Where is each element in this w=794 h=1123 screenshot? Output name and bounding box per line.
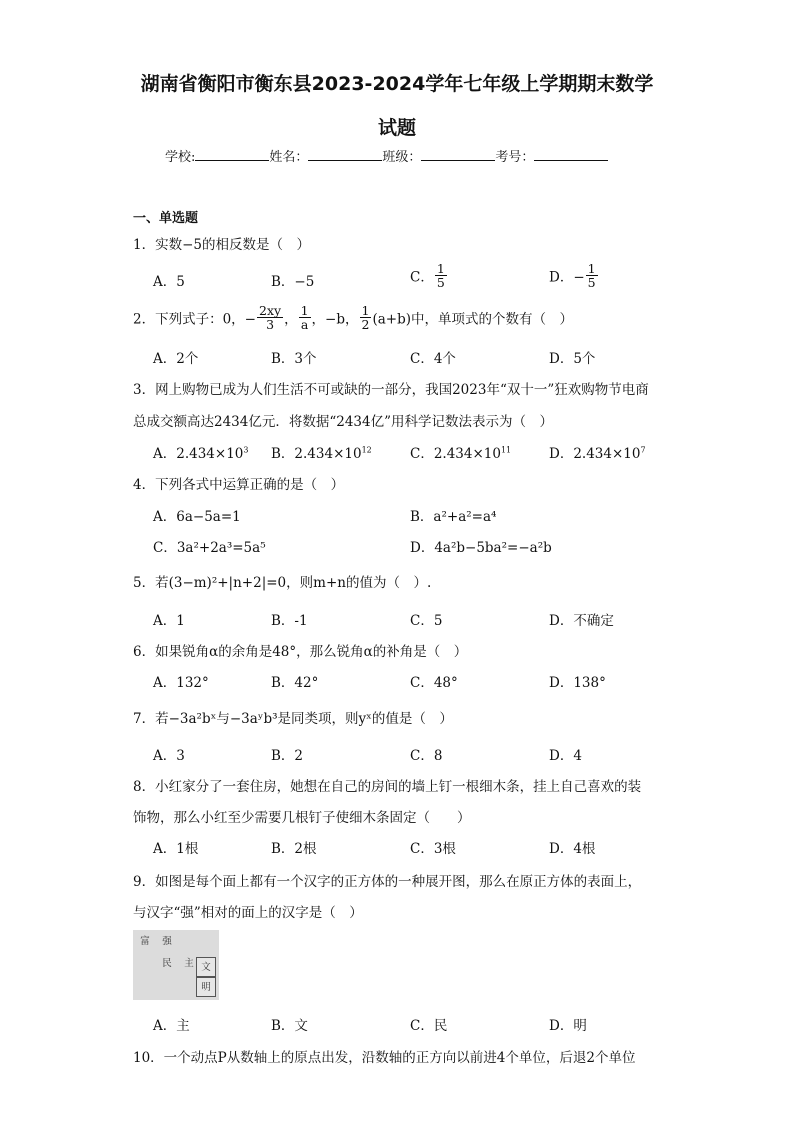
question-8-line-1: 8．小红家分了一套住房，她想在自己的房间的墙上钉一根细木条，挂上自己喜欢的装 — [133, 779, 642, 795]
school-blank[interactable] — [195, 147, 269, 161]
question-8-option-b[interactable]: B．2根 — [271, 841, 317, 857]
number-blank[interactable] — [534, 147, 608, 161]
question-2-option-d[interactable]: D．5个 — [549, 351, 596, 367]
question-4-option-d[interactable]: D．4a²b−5ba²=−a²b — [410, 540, 552, 556]
question-9-option-c[interactable]: C．民 — [410, 1018, 448, 1034]
question-1-option-a[interactable]: A．5 — [153, 274, 185, 290]
name-label: 姓名： — [269, 150, 309, 165]
question-8-option-d[interactable]: D．4根 — [549, 841, 596, 857]
name-blank[interactable] — [308, 147, 382, 161]
question-8-line-2: 饰物，那么小红至少需要几根钉子使细木条固定（ ） — [133, 810, 471, 826]
question-7-option-c[interactable]: C．8 — [410, 748, 443, 764]
question-1-option-c[interactable] — [410, 262, 448, 289]
question-1-option-c-fraction: $\frac{1}{5}$ — [436, 261, 445, 291]
question-3-line-1: 3．网上购物已成为人们生活不可或缺的一部分，我国2023年“双十一”狂欢购物节电商 — [133, 382, 649, 398]
question-9-option-d[interactable]: D．明 — [549, 1018, 587, 1034]
number-label: 考号： — [495, 150, 535, 165]
question-3-option-d[interactable]: D．$2.434\times 10^7$ — [549, 445, 646, 462]
question-2-option-a[interactable]: A．2个 — [153, 351, 199, 367]
question-4-option-c[interactable]: C．3a²+2a³=5a⁵ — [153, 540, 266, 556]
question-7-option-a[interactable]: A．3 — [153, 748, 185, 764]
question-3-option-b[interactable]: B．$2.434\times 10^{12}$ — [271, 445, 372, 462]
question-9-option-a[interactable]: A．主 — [153, 1018, 190, 1034]
question-1-option-d-fraction: $\frac{1}{5}$ — [587, 261, 596, 291]
question-3-option-a[interactable]: A．$2.434\times 10^3$ — [153, 445, 249, 462]
school-label: 学校: — [165, 150, 196, 165]
question-9-line-2: 与汉字“强”相对的面上的汉字是（ ） — [133, 905, 363, 921]
question-10-line-1: 10．一个动点P从数轴上的原点出发，沿数轴的正方向以前进4个单位，后退2个单位 — [133, 1050, 636, 1066]
section-heading: 一、单选题 — [133, 211, 199, 226]
question-2-stem: 2．下列式子：0，− $\frac{2xy}{3}$ ， $\frac{1}{a}$ ，−b， $\frac{1}{2}$ (a+b)中，单项式的个数有（ ） — [133, 303, 573, 333]
exam-title-line2: 试题 — [377, 117, 416, 139]
class-label: 班级： — [382, 150, 422, 165]
cube-net-face: 民 — [162, 958, 172, 969]
question-1-option-d-prefix: D．− — [549, 269, 585, 286]
cube-net-face: 主 — [184, 958, 194, 969]
question-9-line-1: 9．如图是每个面上都有一个汉字的正方体的一种展开图，那么在原正方体的表面上， — [133, 874, 642, 890]
question-2-fraction-2: $\frac{1}{a}$ — [300, 303, 309, 333]
cube-net-face: 明 — [196, 977, 216, 997]
question-2-option-b[interactable]: B．3个 — [271, 351, 317, 367]
question-5-option-b[interactable]: B．-1 — [271, 613, 308, 629]
student-info-row — [165, 146, 608, 165]
question-1-option-c-prefix: C． — [410, 269, 434, 286]
question-5-stem: 5．若(3−m)²+|n+2|=0，则m+n的值为（ ）. — [133, 575, 432, 591]
question-2-option-c[interactable]: C．4个 — [410, 351, 456, 367]
question-6-option-d[interactable]: D．138° — [549, 675, 606, 691]
question-4-option-a[interactable]: A．6a−5a=1 — [153, 509, 241, 525]
question-6-option-a[interactable]: A．132° — [153, 675, 209, 691]
question-7-option-b[interactable]: B．2 — [271, 748, 304, 764]
question-5-option-a[interactable]: A．1 — [153, 613, 185, 629]
question-6-option-b[interactable]: B．42° — [271, 675, 319, 691]
question-3-line-2: 总成交额高达2434亿元．将数据“2434亿”用科学记数法表示为（ ） — [133, 414, 554, 430]
cube-net-figure — [133, 930, 219, 1000]
question-3-option-c[interactable]: C．$2.434\times 10^{11}$ — [410, 445, 512, 462]
question-2-fraction-1: $\frac{2xy}{3}$ — [259, 303, 282, 333]
exam-title-line1: 湖南省衡阳市衡东县2023-2024学年七年级上学期期末数学 — [140, 73, 654, 95]
question-6-option-c[interactable]: C．48° — [410, 675, 458, 691]
question-5-option-d[interactable]: D．不确定 — [549, 613, 614, 629]
question-7-option-d[interactable]: D．4 — [549, 748, 582, 764]
question-5-option-c[interactable]: C．5 — [410, 613, 443, 629]
question-6-stem: 6．如果锐角α的余角是48°，那么锐角α的补角是（ ） — [133, 644, 468, 660]
cube-net-face: 文 — [196, 957, 216, 977]
question-1-stem: 1．实数−5的相反数是（ ） — [133, 237, 310, 253]
question-9-option-b[interactable]: B．文 — [271, 1018, 308, 1034]
cube-net-face: 富 — [140, 936, 150, 947]
question-7-stem: 7．若−3a²bˣ与−3aʸb³是同类项，则yˣ的值是（ ） — [133, 711, 453, 727]
cube-net-face: 强 — [162, 936, 172, 947]
question-8-option-a[interactable]: A．1根 — [153, 841, 199, 857]
question-2-fraction-3: $\frac{1}{2}$ — [361, 303, 370, 333]
question-8-option-c[interactable]: C．3根 — [410, 841, 456, 857]
class-blank[interactable] — [421, 147, 495, 161]
question-1-option-b[interactable]: B．−5 — [271, 274, 315, 290]
question-4-stem: 4．下列各式中运算正确的是（ ） — [133, 477, 345, 493]
question-1-option-d[interactable] — [549, 262, 599, 289]
question-4-option-b[interactable]: B．a²+a²=a⁴ — [410, 509, 497, 525]
